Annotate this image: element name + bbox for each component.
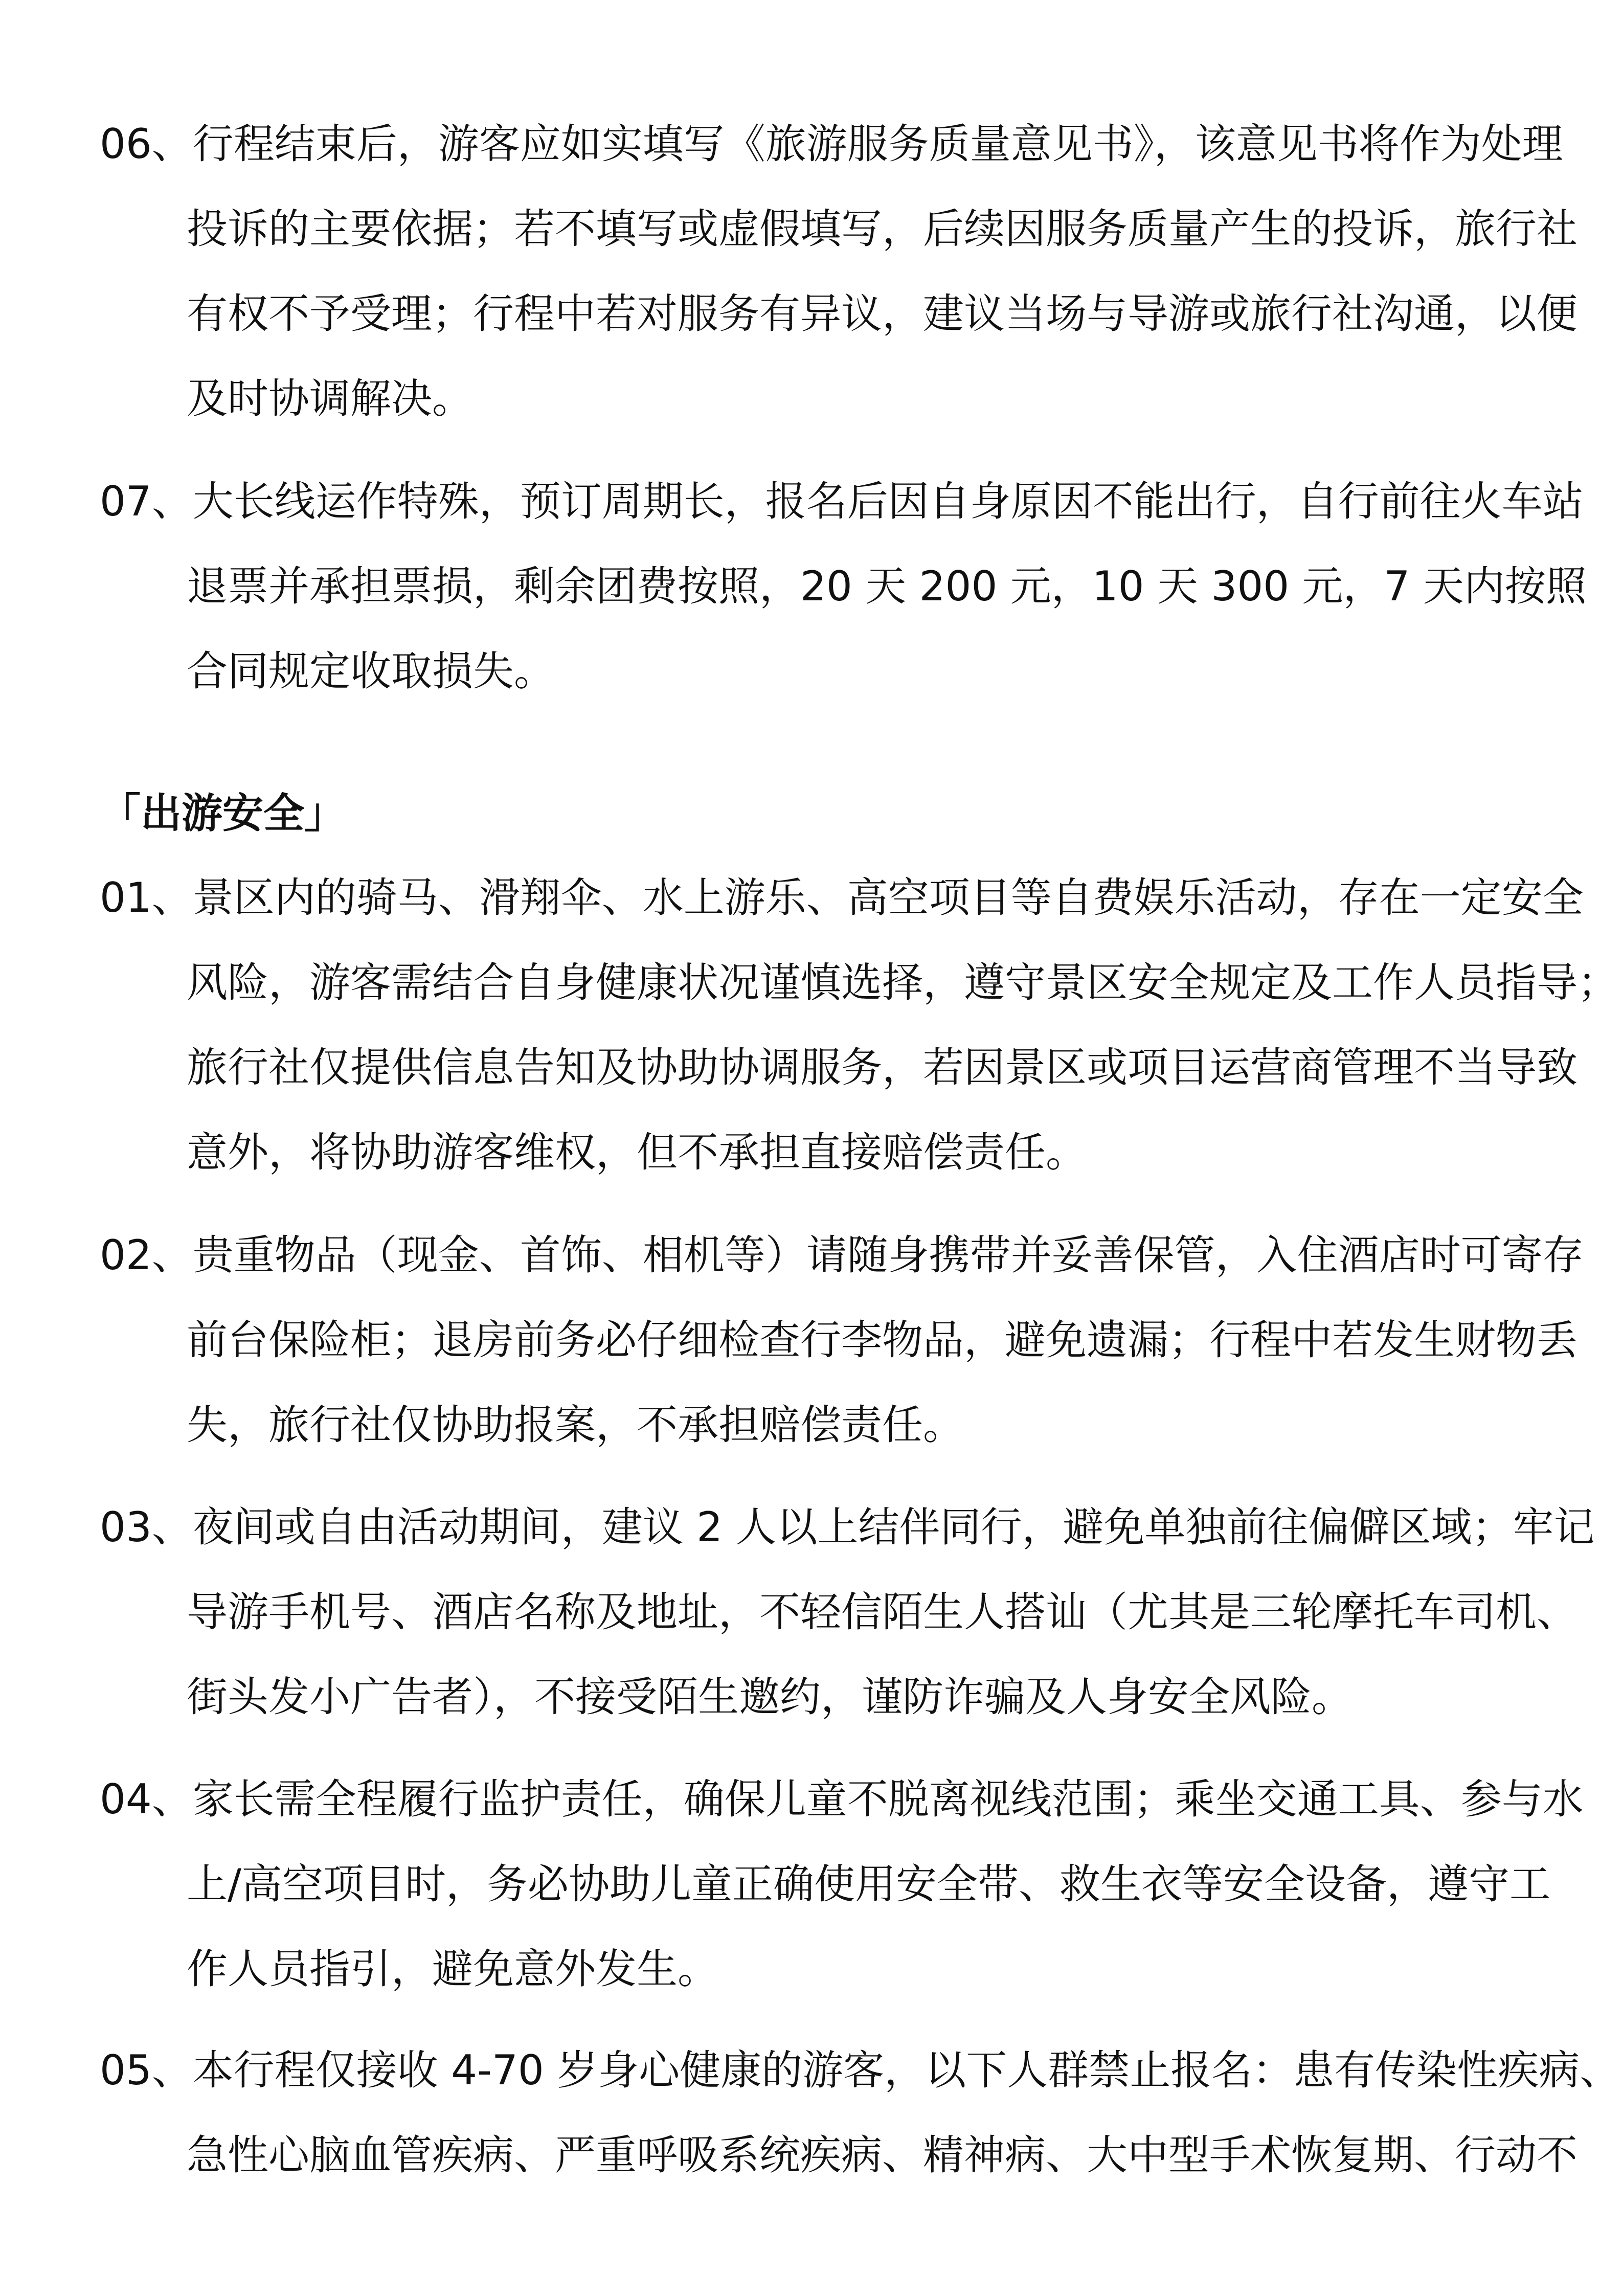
safety-item-03-line-3: 街头发小广告者），不接受陌生邀约，谨防诈骗及人身安全风险。 — [187, 1673, 1352, 1721]
safety-item-04 — [100, 1757, 1584, 2012]
safety-item-02 — [100, 1213, 1584, 1468]
notice-item-06-line-1: 06、行程结束后，游客应如实填写《旅游服务质量意见书》，该意见书将作为处理 — [100, 120, 1563, 168]
safety-item-02-line-3: 失，旅行社仅协助报案，不承担赔偿责任。 — [187, 1401, 964, 1449]
safety-item-01 — [100, 856, 1618, 1195]
notice-item-07-line-1: 07、大长线运作特殊，预订周期长，报名后因自身原因不能出行，自行前往火车站 — [100, 478, 1584, 525]
notice-item-07-line-3: 合同规定收取损失。 — [187, 647, 555, 695]
safety-item-02-line-2: 前台保险柜；退房前务必仔细检查行李物品，避免遗漏；行程中若发生财物丢 — [187, 1316, 1577, 1364]
notice-item-06-line-3: 有权不予受理；行程中若对服务有异议，建议当场与导游或旅行社沟通，以便 — [187, 290, 1577, 337]
safety-item-05-line-1: 05、本行程仅接收 4-70 岁身心健康的游客，以下人群禁止报名：患有传染性疾病、 — [100, 2046, 1621, 2094]
notice-item-06-line-2: 投诉的主要依据；若不填写或虚假填写，后续因服务质量产生的投诉，旅行社 — [187, 205, 1577, 253]
safety-item-03 — [100, 1485, 1595, 1740]
safety-item-02-line-1: 02、贵重物品（现金、首饰、相机等）请随身携带并妥善保管，入住酒店时可寄存 — [100, 1231, 1584, 1279]
safety-item-04-line-2: 上/高空项目时，务必协助儿童正确使用安全带、救生衣等安全设备，遵守工 — [187, 1860, 1550, 1908]
safety-item-01-line-3: 旅行社仅提供信息告知及协助协调服务，若因景区或项目运营商管理不当导致 — [187, 1044, 1577, 1091]
safety-item-01-line-2: 风险，游客需结合自身健康状况谨慎选择，遵守景区安全规定及工作人员指导； — [187, 959, 1618, 1006]
section-heading: 「出游安全」 — [100, 790, 345, 837]
safety-item-03-line-1: 03、夜间或自由活动期间，建议 2 人以上结伴同行，避免单独前往偏僻区域；牢记 — [100, 1503, 1595, 1551]
safety-item-01-line-4: 意外，将协助游客维权，但不承担直接赔偿责任。 — [187, 1129, 1087, 1176]
safety-item-04-line-1: 04、家长需全程履行监护责任，确保儿童不脱离视线范围；乘坐交通工具、参与水 — [100, 1775, 1584, 1823]
notice-item-06-line-4: 及时协调解决。 — [187, 375, 473, 422]
safety-item-05-line-2: 急性心脑血管疾病、严重呼吸系统疾病、精神病、大中型手术恢复期、行动不 — [187, 2131, 1577, 2179]
safety-item-05 — [100, 2028, 1621, 2198]
safety-item-04-line-3: 作人员指引，避免意外发生。 — [187, 1945, 718, 1993]
notice-item-07-line-2: 退票并承担票损，剩余团费按照，20 天 200 元，10 天 300 元，7 天内按照 — [187, 562, 1587, 610]
safety-item-01-line-1: 01、景区内的骑马、滑翔伞、水上游乐、高空项目等自费娱乐活动，存在一定安全 — [100, 874, 1584, 921]
notice-item-06 — [100, 102, 1577, 441]
safety-item-03-line-2: 导游手机号、酒店名称及地址，不轻信陌生人搭讪（尤其是三轮摩托车司机、 — [187, 1588, 1577, 1636]
notice-item-07 — [100, 459, 1587, 714]
